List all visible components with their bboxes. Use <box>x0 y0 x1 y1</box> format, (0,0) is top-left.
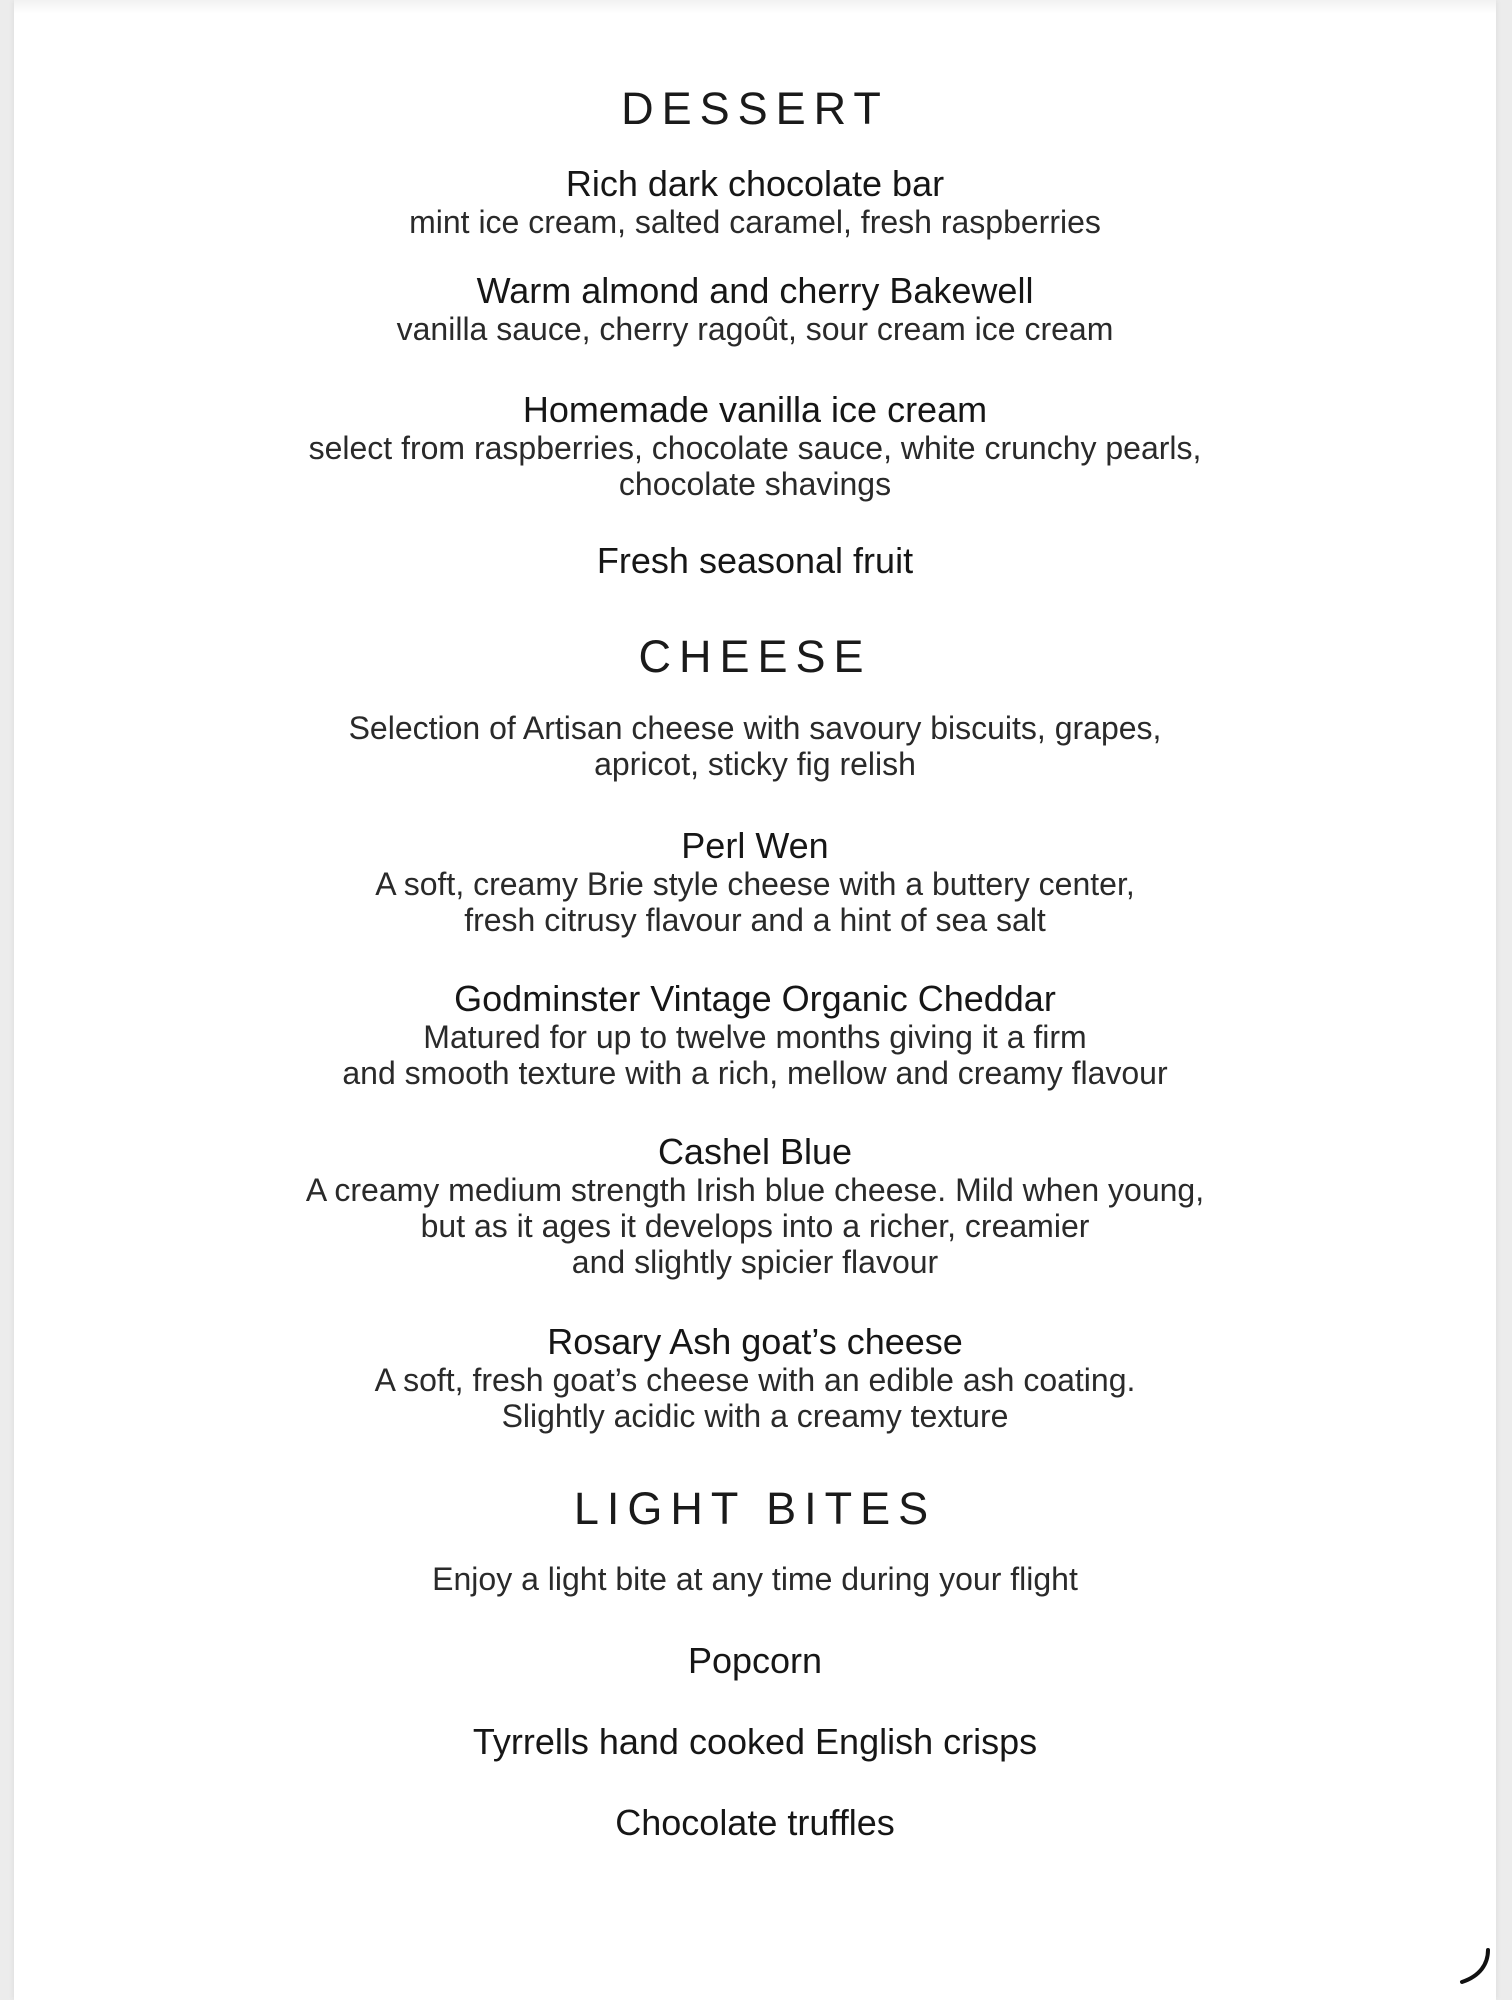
section-title: DESSERT <box>621 83 889 134</box>
menu-item <box>14 1641 1496 1681</box>
menu-item <box>14 271 1496 347</box>
item-description: vanilla sauce, cherry ragoût, sour cream ice cream <box>396 311 1114 347</box>
section-title: LIGHT BITES <box>573 1483 937 1534</box>
menu-item <box>14 1322 1496 1434</box>
item-description: Matured for up to twelve months giving it a firm and smooth texture with a rich, mellow and creamy flavour <box>342 1019 1168 1091</box>
menu-item <box>14 979 1496 1091</box>
item-name: Tyrrells hand cooked English crisps <box>472 1721 1038 1762</box>
item-description: Enjoy a light bite at any time during your flight <box>432 1561 1078 1597</box>
menu-item <box>14 541 1496 581</box>
light-bites-section-heading <box>14 1482 1496 1536</box>
item-name: Homemade vanilla ice cream <box>522 389 988 430</box>
menu-item <box>14 164 1496 240</box>
menu-item <box>14 1132 1496 1280</box>
item-description: select from raspberries, chocolate sauce, white crunchy pearls, chocolate shavings <box>308 430 1202 502</box>
section-intro <box>14 710 1496 782</box>
item-description: mint ice cream, salted caramel, fresh raspberries <box>409 204 1101 240</box>
item-name: Chocolate truffles <box>615 1802 895 1843</box>
cheese-section-heading <box>14 630 1496 684</box>
menu-page <box>14 0 1496 2000</box>
item-name: Warm almond and cherry Bakewell <box>476 270 1034 311</box>
item-description: A creamy medium strength Irish blue cheese. Mild when young, but as it ages it develops into a richer, creamier and slightly spicier flavour <box>305 1172 1205 1280</box>
page-curl-icon <box>1454 1946 1494 1986</box>
item-name: Perl Wen <box>681 825 829 866</box>
section-title: CHEESE <box>638 631 872 682</box>
item-name: Rich dark chocolate bar <box>565 163 945 204</box>
item-description: Selection of Artisan cheese with savoury biscuits, grapes, apricot, sticky fig relish <box>348 710 1162 782</box>
item-name: Godminster Vintage Organic Cheddar <box>454 978 1056 1019</box>
menu-item <box>14 390 1496 502</box>
page-edge <box>14 0 1496 14</box>
item-name: Popcorn <box>687 1640 823 1681</box>
item-name: Rosary Ash goat’s cheese <box>547 1321 963 1362</box>
item-description: A soft, fresh goat’s cheese with an edible ash coating. Slightly acidic with a creamy texture <box>374 1362 1136 1434</box>
menu-item <box>14 826 1496 938</box>
menu-item <box>14 1803 1496 1843</box>
item-description: A soft, creamy Brie style cheese with a buttery center, fresh citrusy flavour and a hint of sea salt <box>375 866 1135 938</box>
item-name: Fresh seasonal fruit <box>596 540 914 581</box>
section-intro <box>14 1561 1496 1597</box>
menu-item <box>14 1722 1496 1762</box>
item-name: Cashel Blue <box>657 1131 853 1172</box>
dessert-section-heading <box>14 82 1496 136</box>
